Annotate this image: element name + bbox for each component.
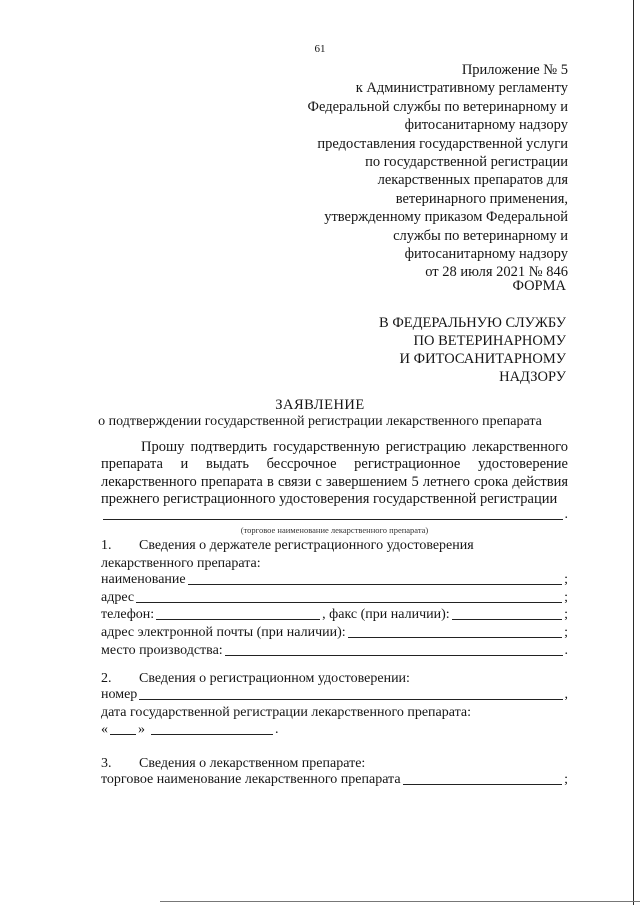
punct-period: .: [564, 643, 568, 658]
annex-line: предоставления государственной услуги: [317, 135, 568, 152]
document-title: ЗАЯВЛЕНИЕ: [275, 397, 365, 413]
trade-name-caption: (торговое наименование лекарственного препарата): [240, 525, 429, 535]
section3-number: 3.: [101, 756, 112, 771]
annex-line: Федеральной службы по ветеринарному и: [307, 98, 568, 115]
holder-name-label: наименование: [101, 572, 186, 587]
holder-name-field[interactable]: [188, 571, 563, 585]
addressee-line: ПО ВЕТЕРИНАРНОМУ: [413, 333, 566, 349]
trade-name-row: [101, 505, 568, 523]
holder-email-label: адрес электронной почты (при наличии):: [101, 625, 346, 640]
scan-edge-right: [633, 0, 634, 905]
holder-phone-row: [101, 605, 568, 623]
scan-edge-bottom: [160, 901, 640, 902]
section2-heading-text: Сведения о регистрационном удостоверении:: [139, 671, 410, 686]
holder-address-field[interactable]: [136, 589, 562, 603]
trade-name-field[interactable]: [103, 506, 563, 520]
addressee-line: И ФИТОСАНИТАРНОМУ: [399, 351, 566, 367]
holder-fax-field[interactable]: [452, 606, 562, 620]
addressee: [306, 314, 566, 386]
section1-heading-cont: лекарственного препарата:: [101, 556, 261, 571]
holder-email-field[interactable]: [348, 624, 562, 638]
registration-date-row: [101, 720, 321, 738]
section2-number: 2.: [101, 671, 112, 686]
certificate-number-row: [101, 685, 568, 703]
production-site-row: [101, 641, 568, 659]
product-trade-name-label: торговое наименование лекарственного препарата: [101, 772, 401, 787]
holder-name-row: [101, 570, 568, 588]
section3-heading-text: Сведения о лекарственном препарате:: [139, 756, 366, 771]
date-month-year-field[interactable]: [151, 721, 273, 735]
date-day-field[interactable]: [110, 721, 136, 735]
production-site-label: место производства:: [101, 643, 223, 658]
annex-line: от 28 июля 2021 № 846: [425, 264, 568, 281]
page-number: 61: [314, 43, 326, 55]
date-open-quote: «: [101, 722, 108, 737]
registration-date-label: дата государственной регистрации лекарственного препарата:: [101, 705, 472, 720]
holder-address-row: [101, 588, 568, 606]
annex-line: Приложение № 5: [461, 62, 568, 78]
punct-semicolon: ;: [564, 625, 568, 640]
annex-header: [238, 61, 568, 282]
punct-period: .: [275, 722, 279, 737]
date-close-quote: »: [138, 722, 145, 737]
annex-line: службы по ветеринарному и: [393, 227, 568, 244]
addressee-line: НАДЗОРУ: [499, 369, 566, 385]
product-trade-name-field[interactable]: [403, 771, 563, 785]
holder-phone-field[interactable]: [156, 606, 320, 620]
intro-paragraph: Прошу подтвердить государственную регистрацию лекарственного препарата и выдать бессрочное регистрационное удостоверение лекарственного препарата в связи с завершением 5 летнего срока действия прежнего регистрационного удостоверения государственной регистрации: [101, 439, 568, 507]
form-label: ФОРМА: [512, 278, 566, 294]
annex-line: к Административному регламенту: [355, 80, 568, 97]
holder-email-row: [101, 623, 568, 641]
certificate-number-field[interactable]: [139, 686, 562, 700]
holder-phone-label: телефон:: [101, 607, 155, 622]
certificate-number-label: номер: [101, 687, 138, 702]
holder-address-label: адрес: [101, 590, 135, 605]
production-site-field[interactable]: [225, 642, 563, 656]
section1-heading: [101, 538, 568, 554]
section1-number: 1.: [101, 538, 112, 553]
annex-line: ветеринарного применения,: [395, 190, 568, 207]
annex-line: фитосанитарному надзору: [404, 117, 568, 134]
punct-semicolon: ;: [564, 772, 568, 787]
punct-semicolon: ;: [564, 607, 568, 622]
annex-line: лекарственных препаратов для: [377, 172, 568, 189]
product-trade-name-row: [101, 770, 568, 788]
annex-line: утвержденному приказом Федеральной: [324, 209, 568, 226]
document-subtitle: о подтверждении государственной регистрации лекарственного препарата: [98, 414, 542, 429]
punct-semicolon: ;: [564, 590, 568, 605]
addressee-line: В ФЕДЕРАЛЬНУЮ СЛУЖБУ: [379, 315, 566, 331]
annex-line: по государственной регистрации: [365, 154, 568, 171]
punct-period: .: [564, 507, 568, 522]
holder-fax-label: , факс (при наличии):: [322, 607, 450, 622]
punct-semicolon: ;: [564, 572, 568, 587]
annex-line: фитосанитарному надзору: [404, 246, 568, 263]
punct-comma: ,: [564, 687, 568, 702]
section1-heading-text: Сведения о держателе регистрационного удостоверения: [139, 538, 474, 553]
